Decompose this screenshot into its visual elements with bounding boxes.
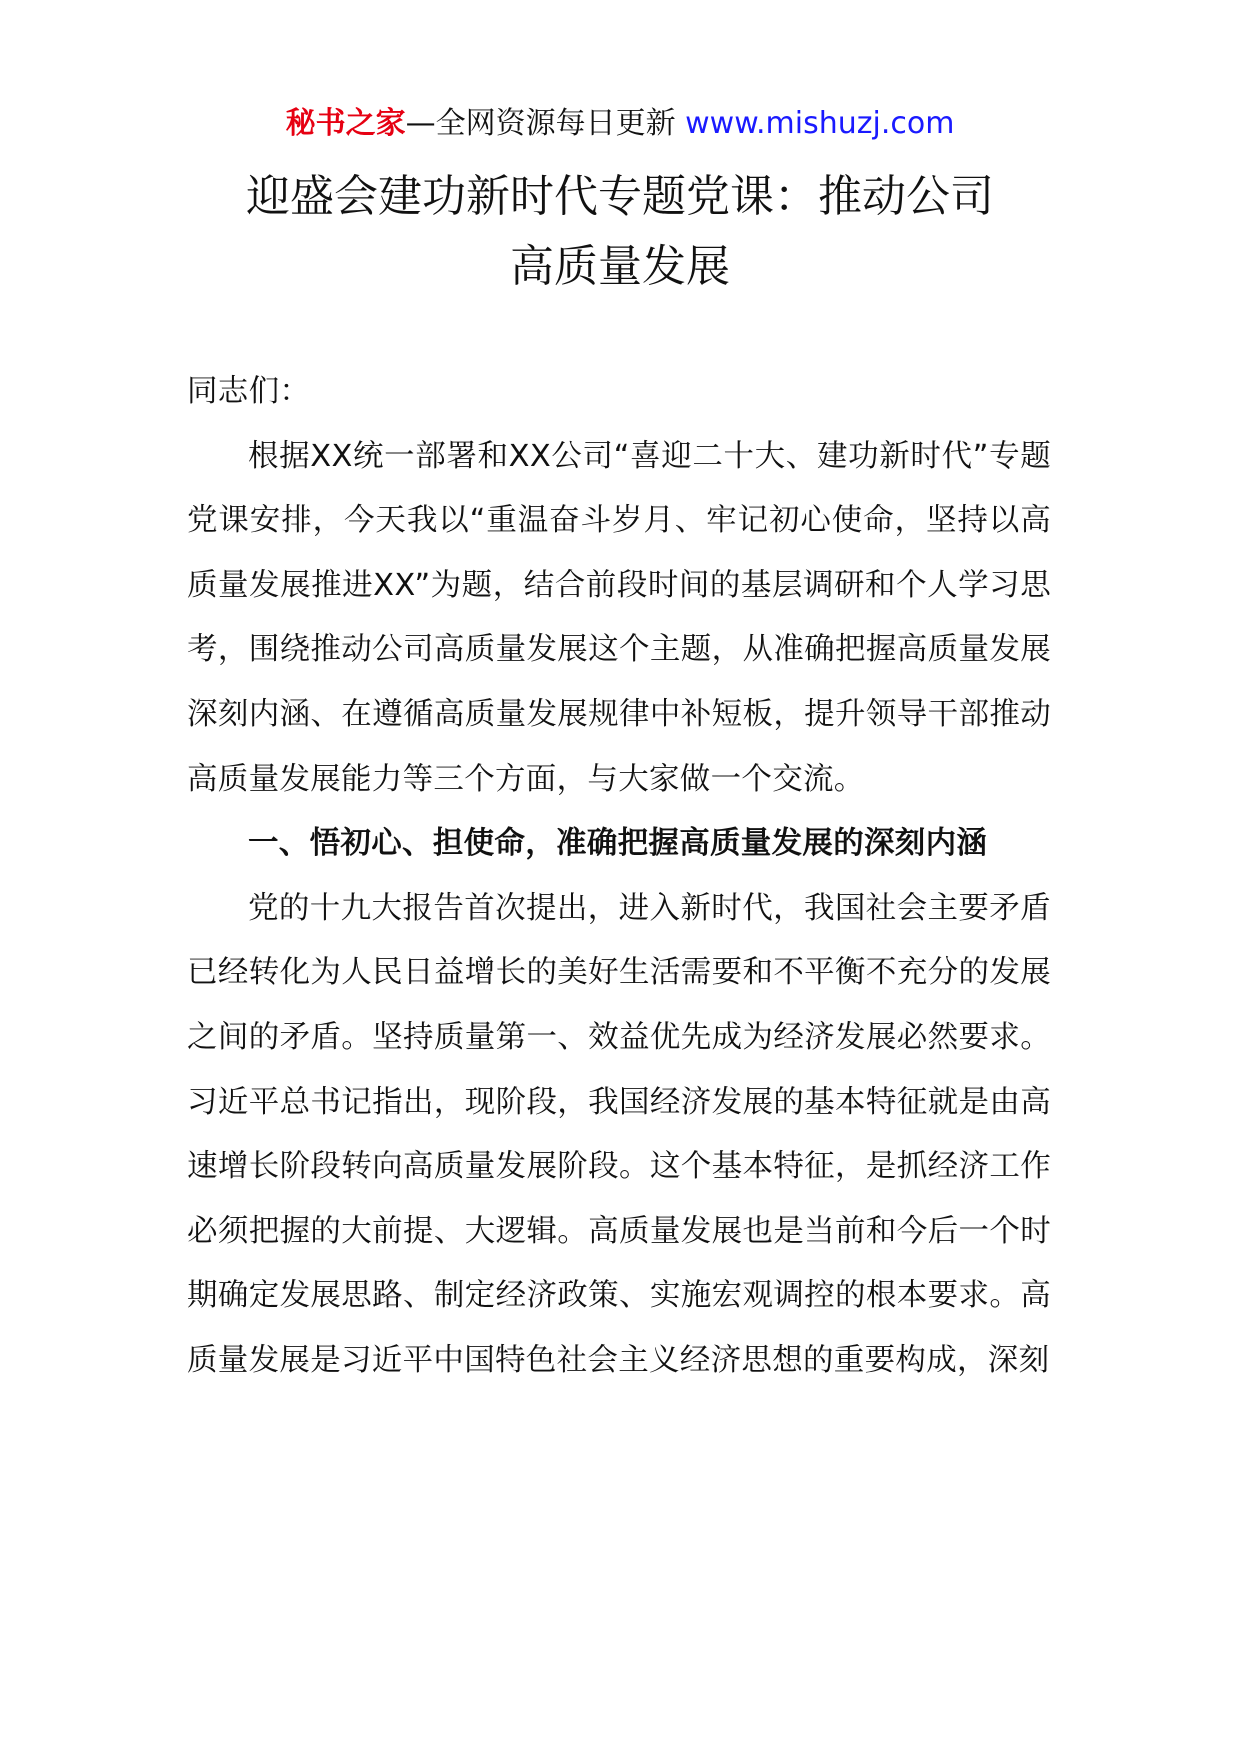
site-header bbox=[0, 104, 1240, 144]
document-body bbox=[187, 360, 1051, 1394]
section-heading: 一、悟初心、担使命，准确把握高质量发展的深刻内涵 bbox=[248, 826, 988, 862]
title-line-2: 高质量发展 bbox=[510, 241, 730, 292]
site-brand: 秘书之家 bbox=[285, 106, 406, 141]
title-line-1: 迎盛会建功新时代专题党课：推动公司 bbox=[246, 171, 994, 222]
body-paragraph: 党的十九大报告首次提出，进入新时代，我国社会主要矛盾已经转化为人民日益增长的美好生活需要和不平衡不充分的发展之间的矛盾。坚持质量第一、效益优先成为经济发展必然要求。习近平总书记指出，现阶段，我国经济发展的基本特征就是由高速增长阶段转向高质量发展阶段。这个基本特征，是抓经济工作必须把握的大前提、大逻辑。高质量发展也是当前和今后一个时期确定发展思路、制定经济政策、实施宏观调控的根本要求。高质量发展是习近平中国特色社会主义经济思想的重要构成，深刻 bbox=[187, 890, 1051, 1378]
site-tagline: —全网资源每日更新 bbox=[405, 106, 686, 141]
salutation: 同志们： bbox=[187, 374, 311, 409]
site-url-link[interactable]: www.mishuzj.com bbox=[685, 106, 955, 141]
intro-paragraph: 根据XX统一部署和XX公司“喜迎二十大、建功新时代”专题党课安排，今天我以“重温奋斗岁月、牢记初心使命，坚持以高质量发展推进XX”为题，结合前段时间的基层调研和个人学习思考，围绕推动公司高质量发展这个主题，从准确把握高质量发展深刻内涵、在遵循高质量发展规律中补短板，提升领导干部推动高质量发展能力等三个方面，与大家做一个交流。 bbox=[187, 438, 1051, 797]
document-title bbox=[150, 162, 1090, 302]
